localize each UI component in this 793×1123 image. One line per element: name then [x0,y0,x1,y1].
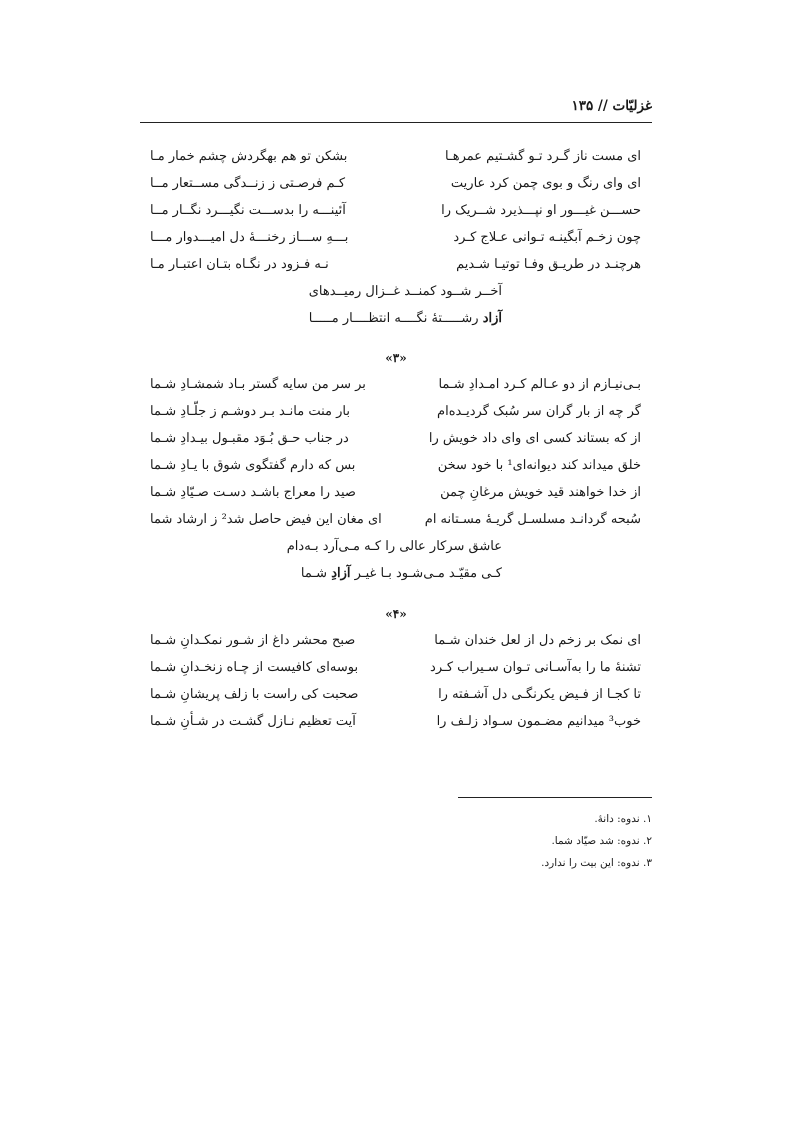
second-hemistich: در جناب حـق بُـوَد مقبـول بیـدادِ شـما [150,431,349,446]
footnote: ۱. ندوه: دانهٔ. [594,813,652,825]
second-hemistich: ای مغان این فیض حاصل شد² ز ارشاد شما [150,512,382,527]
first-hemistich: ای مست ناز گـرد تـو گشـتیم عمرهـا [444,149,641,164]
second-hemistich: بوسه‌ای کافیست از چـاه زنخـدانِ شـما [150,660,359,675]
couplet [140,657,652,684]
second-hemistich: نـه فـزود در نگـاه بتـان اعتبـار مـا [150,257,329,272]
ghazal-3 [140,374,652,590]
closing-text: عاشق سرکار عالی را کـه مـی‌آرد بـه‌دام [286,539,502,554]
couplet [140,482,652,509]
ghazal-number: «۳» [385,351,407,365]
first-hemistich: خوب³ میدانیم مضـمون سـواد زلـف را [436,714,641,729]
first-hemistich: بـی‌نیـازم از دو عـالم کـرد امـدادِ شـما [438,377,641,392]
pen-name: آزاد [482,311,502,326]
couplet [140,428,652,455]
page-header [140,96,652,123]
first-hemistich: تا کجـا از فـیض یکرنگـی دل آشـفته را [438,687,641,702]
closing-text: آخــر شــود کمنــد غــزال رمیــدهای [308,284,502,299]
footnote-divider [458,797,652,798]
running-head: غزلیّات // ۱۳۵ [571,98,652,114]
closing-couplet-line [140,308,652,335]
pen-name: آزادِ [331,566,351,581]
closing-text: کـی مقیّـد مـی‌شـود بـا غیـر [350,566,502,581]
second-hemistich: بار منت مانـد بـر دوشـم ز جلّـادِ شـما [150,404,350,419]
second-hemistich: بس که دارم گفتگوی شوق با یـادِ شـما [150,458,356,473]
first-hemistich: حســـن غیـــور او نپـــذیرد شــریک را [441,203,641,218]
closing-couplet-line [140,536,652,563]
closing-couplet-line [140,563,652,590]
second-hemistich: آئینـــه را بدســـت نگیـــرد نگــار مــا [150,203,346,218]
footnotes [140,808,652,874]
footnote: ۲. ندوه: شد صیّاد شما. [551,835,652,847]
couplet [140,455,652,482]
couplet [140,509,652,536]
closing-text: رشـــــتهٔ نگــــه انتظــــار مـــــا [308,311,483,326]
closing-couplet-line [140,281,652,308]
closing-line [301,563,502,585]
couplet [140,173,652,200]
first-hemistich: خلق میداند کند دیوانه‌ای¹ با خود سخن [437,458,641,473]
couplet [140,711,652,738]
first-hemistich: از خدا خواهند قید خویش مرغانِ چمن [440,485,641,500]
ghazal-continuation [140,146,652,335]
first-hemistich: از که بستاند کسی ای وای داد خویش را [428,431,641,446]
second-hemistich: صید را معراج باشـد دسـت صـیّادِ شـما [150,485,356,500]
first-hemistich: چون زخـم آبگینـه تـوانی عـلاج کـرد [453,230,641,245]
second-hemistich: کـم فرصـتی ز زنــدگی مســتعار مــا [150,176,346,191]
couplet [140,684,652,711]
ghazal-number: «۴» [385,607,407,621]
closing-line [309,281,502,303]
couplet [140,146,652,173]
first-hemistich: هرچنـد در طریـق وفـا توتیـا شـدیم [456,257,641,272]
couplet [140,254,652,281]
second-hemistich: بشکن تو هم بهگردش چشم خمار مـا [150,149,348,164]
couplet [140,630,652,657]
couplet [140,200,652,227]
footnote: ۳. ندوه: این بیت را ندارد. [541,857,652,869]
couplet [140,401,652,428]
closing-text: شـما [300,566,332,581]
second-hemistich: صبح محشر داغ از شـور نمکـدانِ شـما [150,633,356,648]
first-hemistich: ای نمک بر زخم دل از لعل خندان شـما [434,633,641,648]
first-hemistich: سُبحه گردانـد مسلسـل گریـهٔ مسـتانه ام [424,512,641,527]
ghazal-4 [140,630,652,738]
couplet [140,227,652,254]
second-hemistich: بر سر من سایه گستر بـاد شمشـادِ شـما [150,377,366,392]
second-hemistich: صحبت کی راست با زلف پریشانِ شـما [150,687,359,702]
second-hemistich: بـــهِ ســـاز رخنـــهٔ دل امیـــدوار مـــا [150,230,349,245]
first-hemistich: ای وای رنگ و بوی چمن کرد عاریت [450,176,641,191]
closing-line [287,536,502,558]
couplet [140,374,652,401]
first-hemistich: تشنهٔ ما را به‌آسـانی تـوان سـیراب کـرد [430,660,641,675]
closing-line [309,308,502,330]
first-hemistich: گر چه از بار گران سر سُبک گردیـده‌ام [437,404,641,419]
second-hemistich: آیت تعظیم نـازل گشـت در شـأنِ شـما [150,714,356,729]
